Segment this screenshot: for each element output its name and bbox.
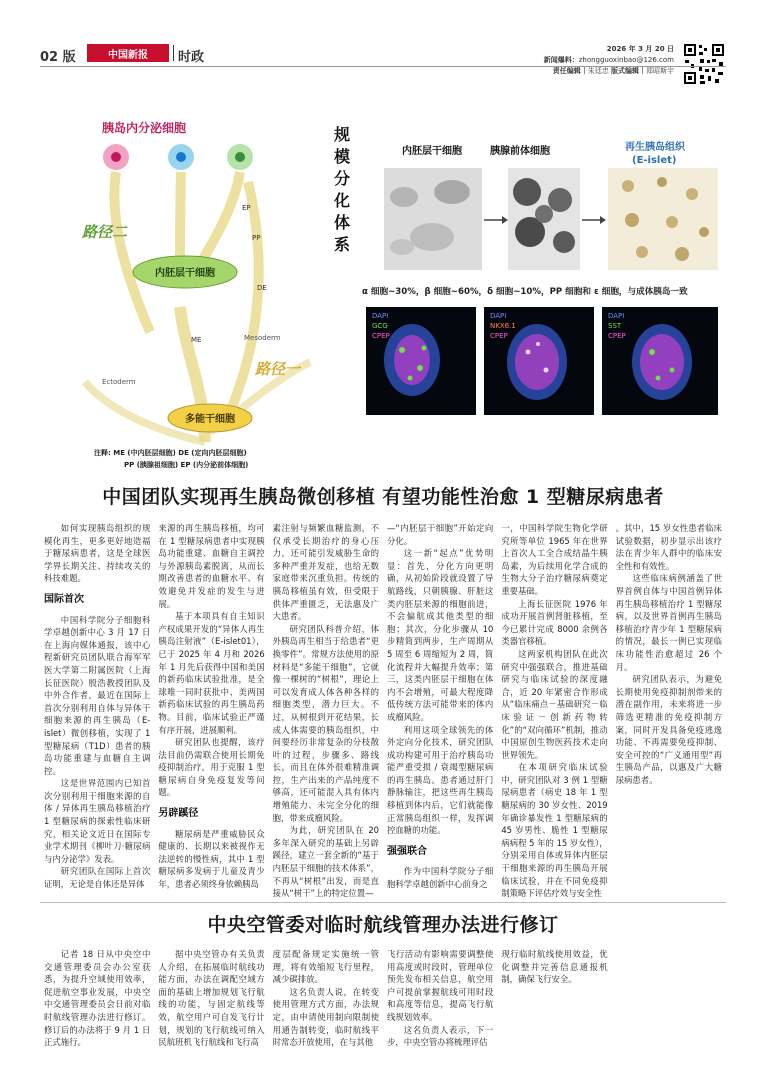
ectoderm-label: Ectoderm — [102, 378, 136, 386]
qr-code-icon[interactable] — [682, 42, 726, 86]
paragraph: 一，中国科学院生物化学研究所等单位 1965 年在世界上首次人工全合成结晶牛胰岛素，为后续用化学合成的生物大分子治疗糖尿病奠定重要基础。 — [501, 523, 608, 596]
article-2-body — [40, 948, 726, 1058]
vertical-title-char-5: 体 — [334, 213, 351, 232]
article-column — [497, 948, 611, 1058]
header-divider — [173, 45, 174, 61]
paragraph: 这名负责人表示，下一步，中央空管办将梳理评估 — [386, 1024, 494, 1048]
paragraph: 如何实现胰岛组织的规模化再生，更多更好地造福于糖尿病患者，这是全球医学界长期关注、持续攻关的科技难题。 — [44, 523, 151, 584]
de-label: DE — [257, 284, 267, 292]
paragraph: 这是世界范围内已知首次分别利用干细胞来源的自体 / 异体再生胰岛移植治疗 1 型糖尿病的探索性临床研究，相关论文近日在国际专业学术期刊《柳叶刀·糖尿病与内分泌学》发表。 — [44, 778, 151, 864]
hotline-email[interactable]: zhongguoxinbao@126.com — [578, 56, 674, 64]
composition-text: α 细胞~30%，β 细胞~60%，δ 细胞~10%，PP 细胞和 ε 细胞，与成体胰岛一致 — [362, 287, 688, 297]
paragraph: 研究团队在国际上首次证明，无论是自体还是异体 — [44, 866, 151, 890]
stage-1-title: 内胚层干细胞 — [402, 146, 462, 157]
article-column — [154, 522, 268, 902]
article-1-body — [40, 522, 726, 902]
article-column — [154, 948, 268, 1058]
article-column — [40, 522, 154, 902]
paragraph: 。其中，15 岁女性患者临床试验数据，初步显示出该疗法在青少年人群中的临床安全性和有效性。 — [615, 523, 722, 571]
newspaper-logo: 中国新报 — [87, 44, 169, 62]
paragraph: 这一新“起点”优势明显：首先，分化方向更明确，从初始阶段就设置了导航路线，只朝胰腺、肝脏这类内胚层来源的细胞前进，不会偏航成其他类型的细胞；其次，分化步骤从 10 步精简到两步，生产周期从 5 周至 6 周缩短为 2 周，简化流程并大幅提升效率；第三，这类内胚层干细胞在体内不会增殖，可最大程度降低传统方法可能带来的体内成瘤风险。 — [386, 548, 494, 722]
subheading: 国际首次 — [44, 593, 84, 605]
pluripotent-stem-cell-label: 多能干细胞 — [185, 414, 235, 425]
article-column — [383, 522, 497, 902]
stage-1-micrograph — [384, 168, 482, 270]
editor-label: 责任编辑｜ — [552, 67, 588, 75]
article-2-headline: 中央空管委对临时航线管理办法进行修订 — [207, 914, 559, 936]
svg-text:DAPI: DAPI — [608, 312, 625, 320]
article-column — [383, 948, 497, 1058]
header-rule — [40, 66, 726, 67]
svg-text:CPEP: CPEP — [490, 332, 508, 340]
svg-text:CPEP: CPEP — [372, 332, 390, 340]
paragraph: 作为中国科学院分子细胞科学卓越创新中心前身之 — [386, 866, 494, 890]
section-name: 时政 — [178, 50, 205, 65]
article-divider — [40, 902, 726, 903]
mesoderm-label: Mesoderm — [244, 334, 281, 342]
article-column — [269, 522, 383, 902]
paragraph: 度层配备规定实施统一管理，将有效缩短飞行里程，减少碳排放。 — [272, 949, 379, 985]
page-number: 02 版 — [40, 50, 76, 65]
header-meta — [544, 44, 674, 77]
svg-text:NKX6.1: NKX6.1 — [490, 322, 516, 330]
svg-text:CPEP: CPEP — [608, 332, 626, 340]
paragraph: 研究团队表示，为避免长期使用免疫抑制剂带来的潜在副作用，未来将进一步筛选更精准的免疫抑制方案，同时开发具备免疫逃逸功能、不再需要免疫抑制、安全可控的“广义通用型”再生胰岛产品，以惠及广大糖尿病患者。 — [615, 674, 722, 785]
paragraph: 为此，研究团队在 20 多年深入研究的基础上另辟蹊径，建立一套全新的“基于内胚层干细胞的技术体系”，不再从“树根”出发，而是直接从“树干”上的特定位置— — [272, 825, 379, 899]
article-column — [497, 522, 611, 902]
editor-name: 朱廷忠 — [587, 67, 609, 75]
paragraph: 现行临时航线使用效益，优化调整并完善信息通报机制，确保飞行安全。 — [501, 949, 608, 985]
paragraph: 利用这项全球领先的体外定向分化技术，研究团队成功构建可用于治疗胰岛功能严重受损 / 衰竭型糖尿病的再生胰岛。患者通过肝门静脉输注，把这些再生胰岛移植到体内后，它们就能像正常胰岛组织一样，发挥调控血糖的功能。 — [386, 724, 494, 836]
svg-text:DAPI: DAPI — [372, 312, 389, 320]
legend-line-1: 注释: ME (中内胚层细胞) DE (定向内胚层细胞) — [94, 449, 247, 457]
pathway-diagram — [80, 112, 330, 474]
paragraph: 这名负责人说，在转变使用管理方式方面，办法规定，由申请使用制向限制使用通告制转变，临时航线平时常态开放使用，在与其他 — [272, 986, 379, 1048]
endoderm-stem-cell-label: 内胚层干细胞 — [155, 268, 215, 279]
fluorescence-panel-3 — [602, 307, 718, 415]
paragraph: 记者 18 日从中央空中交通管理委员会办公室获悉，为提升空域使用效率，促进航空事业发展，中央空中交通管理委员会日前对临时航线管理办法进行修订。修订后的办法将于 9 月 1 日正式施行。 — [44, 949, 151, 1048]
article-column — [40, 948, 154, 1058]
paragraph: 研究团队科普介绍，体外胰岛再生相当于给患者“更换零件”。常规方法使用的原材料是“多能干细胞”，它就像一棵树的“树根”，理论上可以发育成人体各种各样的细胞类型，潜力巨大。不过，从树根到开花结果，长成人体需要的胰岛组织，中间要经历非常复杂的分枝散叶的过程，步骤多、路线长，而且在体外很难精准调控，生产出来的产品纯度不够高，还可能混入具有体内增殖能力、未完全分化的细胞，带来成瘤风险。 — [272, 623, 379, 823]
paragraph: 中国科学院分子细胞科学卓越创新中心 3 月 17 日在上海向媒体通报，该中心程新研究员团队联合海军军医大学第二附属医院（上海长征医院）殷浩教授团队及中外合作者，最近在国际上首次分别利用自体与异体干细胞来源的再生胰岛（E-islet）微创移植，实现了 1 型糖尿病（T1D）患者的胰岛功能重建与血糖自主调控。 — [44, 614, 151, 776]
fluorescence-panel-1 — [366, 307, 476, 415]
designer-label: 版式编辑｜ — [611, 67, 646, 75]
route-two-label: 路径二 — [82, 223, 128, 241]
vertical-title-char-2: 模 — [334, 147, 351, 166]
paragraph: 这些临床病例涵盖了世界首例自体与中国首例异体再生胰岛移植治疗 1 型糖尿病，以及世界首例再生胰岛移植治疗青少年 1 型糖尿病的情况，最长一例已实现临床功能性治愈超过 26 个月。 — [615, 573, 722, 672]
paragraph: 这两家机构团队在此次研究中强强联合，推进基础研究与临床试验的深度融合，近 20 年紧密合作形成从“临床痛点－基础研究－临床验证－创新药物转化”的“双向循环”机制，推动中国原创生物医药技术走向世界领先。 — [501, 648, 608, 760]
subheading: 强强联合 — [386, 845, 427, 857]
vertical-title-char-4: 化 — [334, 191, 351, 210]
stage-2-title: 胰腺前体细胞 — [490, 146, 550, 157]
issue-date: 2026 年 3 月 20 日 — [606, 45, 674, 53]
paragraph: 糖尿病是严重威胁民众健康的、长期以来被视作无法逆转的慢性病，其中 1 型糖尿病多发病于儿童及青少年，患者必须终身依赖胰岛 — [158, 828, 265, 890]
ep-label: EP — [242, 204, 251, 212]
designer-name: 郑昭斯宇 — [646, 67, 674, 75]
subheading: 另辟蹊径 — [158, 808, 199, 820]
svg-text:DAPI: DAPI — [490, 312, 507, 320]
me-label: ME — [191, 336, 202, 344]
article-column — [612, 522, 726, 902]
stage-3-subtitle: (E-islet) — [632, 155, 677, 166]
paragraph: 研究团队也提醒，该疗法目前仍需联合使用长期免疫抑制治疗，用于克服 1 型糖尿病自身免疫复发等问题。 — [158, 737, 265, 798]
hotline-label: 新闻爆料： — [543, 56, 579, 64]
fluorescence-panel-2 — [484, 307, 594, 415]
diagram-title: 胰岛内分泌细胞 — [102, 121, 187, 135]
paragraph: 来源的再生胰岛移植，均可在 1 型糖尿病患者中实现胰岛功能重建、血糖自主调控与外源胰岛素脱离，从而长期改善患者的血糖水平、有效避免并发症的发生与进展。 — [158, 523, 265, 609]
paragraph: 素注射与频繁血糖监测，不仅承受长期治疗的身心压力，还可能引发威胁生命的多种严重并发症，也给无数家庭带来沉重负担。传统的胰岛移植虽有效，但受限于供体严重匮乏，无法惠及广大患者。 — [272, 523, 379, 622]
svg-text:GCG: GCG — [372, 322, 388, 330]
paragraph: —“内胚层干细胞”开始定向分化。 — [386, 523, 494, 546]
differentiation-system-figure — [332, 112, 726, 474]
stage-3-title: 再生胰岛组织 — [625, 142, 685, 153]
svg-text:SST: SST — [608, 322, 622, 330]
legend-line-2: PP (胰腺祖细胞) EP (内分泌前体细胞) — [124, 461, 249, 469]
paragraph: 据中央空管办有关负责人介绍，在拓展临时航线功能方面，办法在调配空域方面的基础上增加规划飞行航线的功能，与固定航线等效，航空用户可自发飞行计划，规划的飞行航线可纳入民航班机飞行航线和飞行高 — [158, 949, 265, 1048]
vertical-title-char-3: 分 — [334, 169, 351, 188]
paragraph: 上海长征医院 1976 年成功开展首例肾脏移植，至今已累计完成 8000 余例各类器官移植。 — [501, 598, 608, 647]
article-column — [612, 948, 726, 1058]
masthead — [40, 42, 726, 82]
paragraph: 飞行活动有影响需要调整使用高度或时段时，管理单位预先发布相关信息，航空用户可提前掌握航线可用时段和高度等信息，提高飞行航线规划效率。 — [386, 949, 494, 1022]
paragraph: 基于本项具有自主知识产权成果开发的“异体人再生胰岛注射液”（E-islet01），已于 2025 年 4 月和 2026 年 1 月先后获得中国和美国的新药临床试验批准，是全球唯一同时获批中、美两国新药临床试验的再生胰岛药物。目前，临床试验正严谨有序开展，进展顺利。 — [158, 611, 265, 735]
vertical-title-char-1: 规 — [334, 125, 351, 144]
article-column — [269, 948, 383, 1058]
vertical-title-char-6: 系 — [334, 235, 351, 254]
route-one-label: 路径一 — [255, 360, 301, 378]
paragraph: 在本项研究临床试验中，研究团队对 3 例 1 型糖尿病患者（病史 18 年 1 型糖尿病的 30 岁女性、2019 年确诊暴发性 1 型糖尿病的 45 岁男性、脆性 1 型糖尿病病程 5 年的 15 岁女性），分别采用自体或异体内胚层干细胞来源的再生胰岛开展临床试验，并在不同免疫抑制策略下评估疗效与安全性 — [501, 762, 608, 899]
article-1-headline: 中国团队实现再生胰岛微创移植 有望功能性治愈 1 型糖尿病患者 — [102, 486, 664, 508]
pp-label: PP — [252, 234, 261, 242]
